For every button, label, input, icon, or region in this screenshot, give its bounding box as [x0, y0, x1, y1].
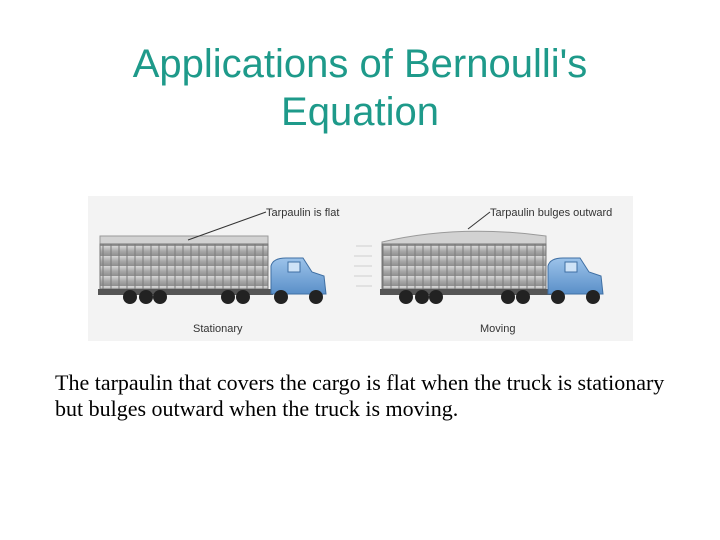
- stationary-label: Stationary: [193, 323, 243, 335]
- slide-title: [60, 40, 660, 136]
- trailer-body: [100, 244, 268, 289]
- cab-window: [565, 262, 577, 272]
- right-callout-label: Tarpaulin bulges outward: [490, 207, 613, 219]
- trailer-body: [382, 244, 546, 289]
- slide-caption: The tarpaulin that covers the cargo is flat when the truck is stationary but bulges outward when the truck is moving.: [55, 370, 665, 421]
- left-callout-label: Tarpaulin is flat: [266, 207, 340, 219]
- truck-illustration: [88, 196, 633, 341]
- flat-tarpaulin: [100, 236, 268, 244]
- moving-label: Moving: [480, 323, 516, 335]
- title-line-2: Equation: [281, 90, 439, 134]
- title-line-1: Applications of Bernoulli's: [132, 42, 588, 86]
- cab-window: [288, 262, 300, 272]
